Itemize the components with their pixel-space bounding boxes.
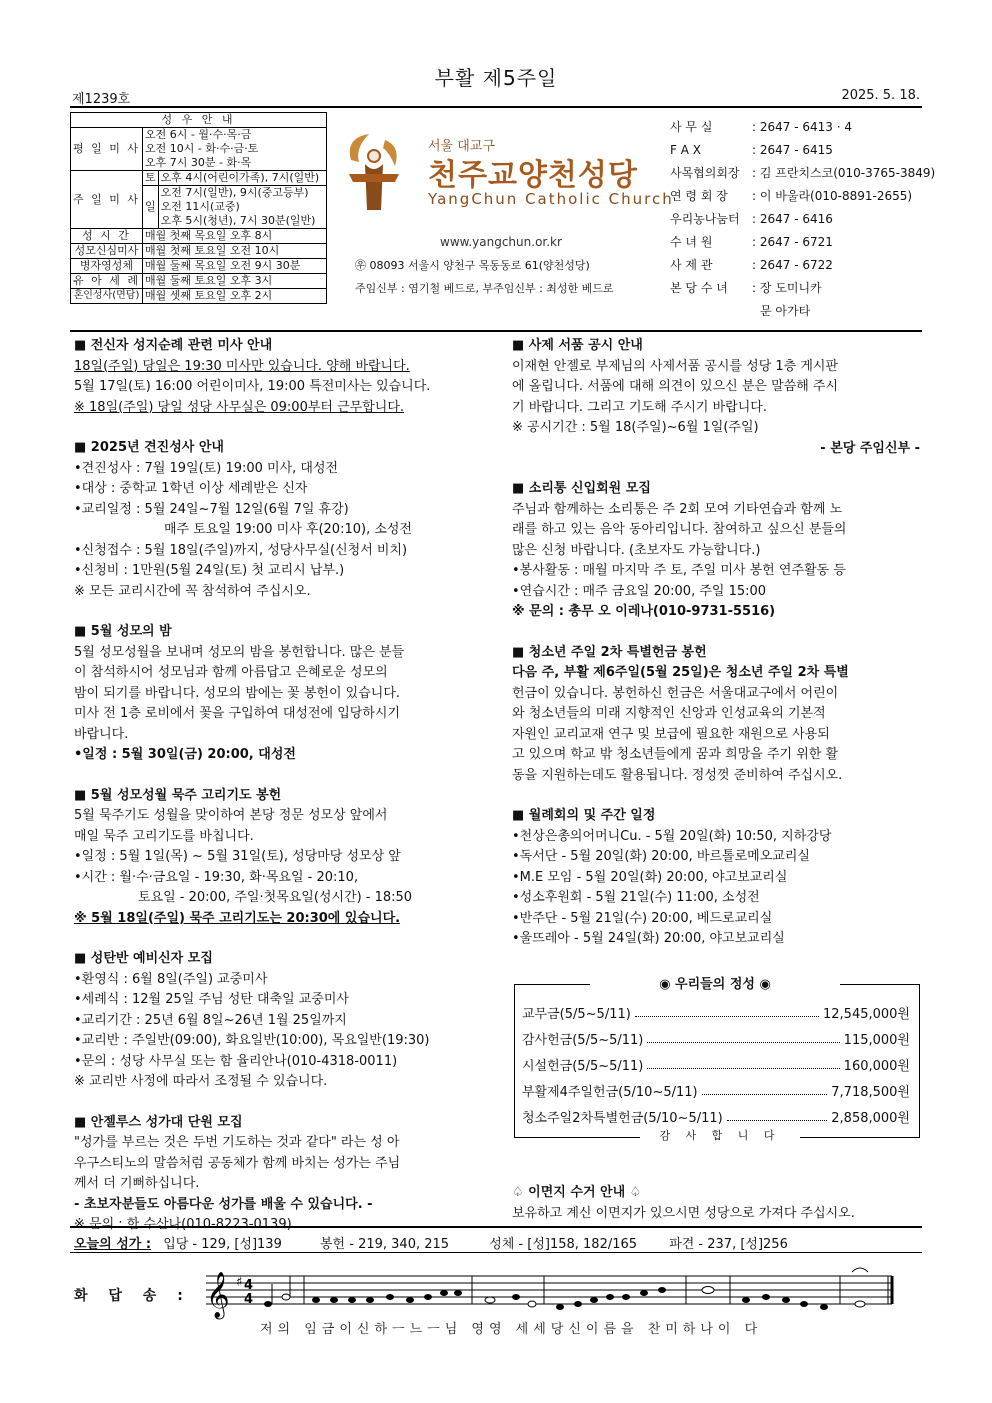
notice-line: 주님과 함께하는 소리통은 주 2회 모여 기타연습과 함께 노: [512, 501, 843, 517]
notice-line: 자원인 교리교재 연구 및 보급에 필요한 재원으로 사용되: [512, 726, 830, 742]
offering-row: [522, 1003, 910, 1022]
hymn-offertory: 봉헌 - 219, 340, 215: [320, 1237, 450, 1252]
infant-baptism-time: 매월 둘째 토요일 오후 3시: [143, 274, 327, 289]
offering-label: 부활제4주일헌금(5/10~5/11): [522, 1085, 698, 1100]
notice-title: ■ 5월 성모의 밤: [74, 624, 172, 639]
notice-title: ■ 성탄반 예비신자 모집: [74, 951, 213, 966]
diocese-label: 서울 대교구: [428, 139, 495, 154]
notice-line: 매주 토요일 19:00 미사 후(20:10), 소성전: [164, 522, 413, 537]
contact-row: [670, 139, 935, 162]
offering-amount: 160,000원: [843, 1059, 910, 1074]
weekday-mass-label: 평 일 미 사: [71, 128, 143, 171]
sick-communion-time: 매월 둘째 목요일 오전 9시 30분: [143, 259, 327, 274]
sunday-line: 오후 5시(청년), 7시 30분(일반): [160, 214, 316, 227]
mass-schedule-table: [70, 112, 327, 304]
marriage-time: 매월 셋째 토요일 오후 2시: [143, 289, 327, 304]
contact-value: : 2647 - 6413 · 4: [752, 120, 852, 134]
notice-line: 바랍니다.: [74, 726, 129, 742]
notice-line: •M.E 모임 - 5월 20일(화) 20:00, 야고보교리실: [512, 869, 788, 885]
infant-baptism-label: 유 아 세 례: [71, 274, 143, 289]
sunday-line: 오전 7시(일반), 9시(중고등부): [160, 186, 309, 199]
church-english-name: YangChun Catholic Church: [428, 190, 674, 208]
recycle-text: 보유하고 계신 이면지가 있으시면 성당으로 가져다 주십시오.: [512, 1205, 855, 1221]
issue-number: 제1239호: [72, 92, 131, 107]
sunday-line: 오전 11시(교중): [160, 200, 240, 213]
notice-line: "성가를 부르는 것은 두번 기도하는 것과 같다" 라는 성 아: [74, 1135, 400, 1150]
notice-title: ■ 월례회의 및 주간 일정: [512, 808, 656, 823]
notice-line: •교리일정 : 5월 24일~7월 12일(6월 7일 휴강): [74, 501, 349, 517]
notice-line: 밤이 되기를 바랍니다. 성모의 밤에는 꽃 봉헌이 있습니다.: [74, 685, 401, 701]
contact-value: 문 아가타: [760, 304, 811, 318]
contact-row: [670, 162, 935, 185]
notice-line: •세례식 : 12월 25일 주님 성탄 대축일 교중미사: [74, 992, 349, 1007]
leader-dots: [635, 1003, 819, 1017]
notice-line: •신청비 : 1만원(5월 24일(토) 첫 교리시 납부.): [74, 563, 345, 578]
notice-line: 께서 더 기뻐하십니다.: [74, 1176, 200, 1191]
notice-line: •신청접수 : 5월 18일(주일)까지, 성당사무실(신청서 비치): [74, 542, 408, 558]
notice-line: ※ 18일(주일) 당일 성당 사무실은 09:00부터 근무합니다.: [74, 399, 405, 415]
contact-label: 본 당 수 녀: [670, 281, 728, 295]
leader-dots: [702, 1081, 828, 1095]
notice-line: •환영식 : 6월 8일(주일) 교중미사: [74, 971, 268, 987]
contact-label: 사 제 관: [670, 258, 713, 272]
notice-line: 고 있으며 학교 밖 청소년들에게 꿈과 희망을 주기 위한 활: [512, 747, 839, 762]
response-lyrics: 저의 임금이신하ㅡ느ㅡ님 영영 세세당신이름을 찬미하나이 다: [260, 1322, 763, 1337]
contact-label: 사목협의회장: [670, 166, 740, 180]
contact-value: : 2647 - 6416: [752, 212, 833, 226]
notice-line: •연습시간 : 매주 금요일 20:00, 주일 15:00: [512, 583, 767, 599]
offering-amount: 115,000원: [843, 1033, 910, 1048]
hymn-entrance: 입당 - 129, [성]139: [163, 1237, 282, 1252]
hymn-rule-bottom: [70, 1252, 922, 1253]
hymn-communion: 성체 - [성]158, 182/165: [489, 1237, 638, 1252]
notice-line: ※ 문의 : 총무 오 이레나(010-9731-5516): [512, 604, 776, 619]
hymns-label: 오늘의 성가 :: [74, 1237, 152, 1252]
notice-line: 다음 주, 부활 제6주일(5월 25일)은 청소년 주일 2차 특별: [512, 665, 849, 680]
sunday-mass-times: [158, 186, 326, 229]
contact-label: 연 령 회 장: [670, 189, 728, 203]
offering-amount: 2,858,000원: [831, 1111, 910, 1126]
sunday-key: 일: [143, 186, 159, 229]
leader-dots: [727, 1107, 828, 1121]
weekday-line: 오전 6시 - 월·수·목·금: [145, 128, 252, 141]
notice-line: 토요일 - 20:00, 주일·첫목요일(성시간) - 18:50: [138, 890, 413, 905]
notice-line: 이재현 안젤로 부제님의 사제서품 공시를 성당 1층 게시판: [512, 358, 839, 374]
hymn-rule-top: [70, 1226, 922, 1228]
notice-line: 와 청소년들의 미래 지향적인 신앙과 인성교육의 기본적: [512, 706, 826, 721]
right-column: [512, 336, 920, 950]
contact-value: : 김 프란치스코(010-3765-3849): [752, 166, 936, 180]
notice-line: 이 참석하시어 성모님과 함께 아름답고 은혜로운 성모의: [74, 665, 388, 680]
recycle-notice: [512, 1183, 920, 1224]
header-rule: [70, 106, 922, 108]
notice-line: •견진성사 : 7월 19일(토) 19:00 미사, 대성전: [74, 460, 339, 476]
notice-line: 에 올립니다. 서품에 대해 의견이 있으신 분은 말씀해 주시: [512, 379, 839, 394]
priests-line: 주임신부 : 염기철 베드로, 부주임신부 : 최성한 베드로: [355, 282, 614, 295]
offering-amount: 7,718,500원: [831, 1085, 910, 1100]
issue-date: 2025. 5. 18.: [841, 88, 920, 103]
offerings-title: ◉ 우리들의 정성 ◉: [590, 973, 840, 992]
notice-line: 미사 전 1층 로비에서 꽃을 구입하여 대성전에 입당하시기: [74, 706, 401, 721]
weekday-line: 오전 10시 - 화·수·금·토: [145, 142, 259, 155]
saturday-line: 오후 4시(어린이가족), 7시(일반): [158, 171, 326, 186]
contact-value: : 2647 - 6415: [752, 143, 833, 157]
offering-label: 감사헌금(5/5~5/11): [522, 1033, 644, 1048]
weekday-mass-times: [143, 128, 327, 171]
notice-line: 우구스티노의 말씀처럼 공동체가 함께 바치는 성가는 주님: [74, 1155, 401, 1171]
church-name: 천주교양천성당: [428, 158, 638, 193]
notice-line: 5월 묵주기도 성월을 맞이하여 본당 정문 성모상 앞에서: [74, 808, 388, 823]
notice-line: ※ 5월 18일(주일) 묵주 고리기도는 20:30에 있습니다.: [74, 910, 401, 926]
notice-line: •천상은총의어머니Cu. - 5월 20일(화) 10:50, 지하강당: [512, 828, 832, 844]
notice-title: ■ 안젤루스 성가대 단원 모집: [74, 1114, 243, 1130]
notice-line: 래를 하고 있는 음악 동아리입니다. 참여하고 싶으신 분들의: [512, 522, 847, 537]
offering-label: 청소주일2차특별헌금(5/10~5/11): [522, 1111, 723, 1126]
contact-value: : 장 도미니카: [752, 281, 822, 295]
contact-row: [670, 300, 935, 323]
marian-mass-time: 매월 첫째 토요일 오전 10시: [143, 244, 327, 259]
offering-label: 시설헌금(5/5~5/11): [522, 1059, 644, 1074]
hymn-recessional: 파견 - 237, [성]256: [669, 1237, 788, 1252]
contact-row: [670, 185, 935, 208]
notice-line: 기 바랍니다. 그리고 기도해 주시기 바랍니다.: [512, 399, 767, 415]
hymns-line: [74, 1233, 788, 1252]
leader-dots: [647, 1055, 839, 1069]
contact-label: 우리농나눔터: [670, 212, 740, 226]
notice-line: •일정 : 5월 30일(금) 20:00, 대성전: [74, 747, 296, 762]
contact-label: 사 무 실: [670, 120, 713, 134]
contact-row: [670, 231, 935, 254]
website-url[interactable]: www.yangchun.or.kr: [440, 235, 562, 249]
notice-title: ■ 청소년 주일 2차 특별헌금 봉헌: [512, 644, 707, 660]
marriage-label: 혼인성사(면담): [71, 289, 143, 304]
notice-line: 5월 성모성월을 보내며 성모의 밤을 봉헌합니다. 많은 분들: [74, 644, 405, 660]
notice-line: 많은 신청 바랍니다. (초보자도 가능합니다.): [512, 542, 761, 558]
notice-line: •반주단 - 5월 21일(수) 20:00, 베드로교리실: [512, 910, 773, 926]
church-address: ㉾ 08093 서울시 양천구 목동동로 61(양천성당): [355, 259, 590, 272]
recycle-title: ♤ 이면지 수거 안내 ♤: [512, 1185, 642, 1200]
notice-line: 동을 지원하는데도 활용됩니다. 정성껏 준비하여 주십시오.: [512, 767, 843, 783]
offering-row: [522, 1029, 910, 1048]
thanks-label: 감 사 합 니 다: [640, 1127, 800, 1143]
notice-title: ■ 5월 성모성월 묵주 고리기도 봉헌: [74, 787, 282, 803]
sick-communion-label: 병자영성체: [71, 259, 143, 274]
notice-line: •봉사활동 : 매월 마지막 주 토, 주일 미사 봉헌 연주활동 등: [512, 563, 846, 578]
response-label: 화 답 송 :: [74, 1288, 191, 1304]
contact-row: [670, 208, 935, 231]
marian-mass-label: 성모신심미사: [71, 244, 143, 259]
notice-line: •울뜨레아 - 5월 24일(화) 20:00, 야고보교리실: [512, 931, 785, 946]
offering-amount: 12,545,000원: [823, 1007, 910, 1022]
svg-text:𝄞: 𝄞: [206, 1272, 230, 1318]
notice-line: ※ 모든 교리시간에 꼭 참석하여 주십시오.: [74, 583, 311, 599]
contact-value: : 이 바울라(010-8891-2655): [752, 189, 913, 203]
contact-value: : 2647 - 6721: [752, 235, 833, 249]
notice-line: ※ 문의 : 한 수산나(010-8223-0139): [74, 1217, 292, 1232]
contacts-list: [670, 116, 935, 323]
holy-hour-label: 성 시 간: [71, 229, 143, 244]
notice-title: ■ 소리통 신입회원 모집: [512, 481, 651, 496]
offering-row: [522, 1107, 910, 1126]
contact-row: [670, 277, 935, 300]
notice-line: 5월 17일(토) 16:00 어린이미사, 19:00 특전미사는 있습니다.: [74, 379, 431, 394]
notice-line: •시간 : 월·수·금요일 - 19:30, 화·목요일 - 20:10,: [74, 869, 359, 885]
leader-dots: [647, 1029, 839, 1043]
contact-label: 수 녀 원: [670, 235, 713, 249]
page-title: 부활 제5주일: [434, 66, 558, 90]
svg-text:♯: ♯: [236, 1275, 243, 1290]
notice-line: 18일(주일) 당일은 19:30 미사만 있습니다. 양해 바랍니다.: [74, 358, 410, 374]
music-staff-icon: [200, 1264, 900, 1320]
mass-schedule-heading: 성 우 안 내: [71, 113, 327, 128]
notice-line: •일정 : 5월 1일(목) ~ 5월 31일(토), 성당마당 성모상 앞: [74, 849, 401, 864]
notice-title: ■ 사제 서품 공시 안내: [512, 338, 643, 353]
svg-text:4: 4: [244, 1278, 254, 1293]
contact-value: : 2647 - 6722: [752, 258, 833, 272]
notice-line: ※ 교리반 사정에 따라서 조정될 수 있습니다.: [74, 1074, 328, 1089]
notice-title: ■ 전신자 성지순례 관련 미사 안내: [74, 338, 273, 353]
notice-line: 매일 묵주 고리기도를 바칩니다.: [74, 828, 254, 844]
sunday-mass-label: 주 일 미 사: [71, 171, 143, 229]
notice-signature: - 본당 주임신부 -: [820, 440, 920, 456]
notice-title: ■ 2025년 견진성사 안내: [74, 440, 224, 455]
contact-row: [670, 116, 935, 139]
saturday-key: 토: [143, 171, 159, 186]
notice-line: •독서단 - 5월 20일(화) 20:00, 바르톨로메오교리실: [512, 849, 810, 864]
notice-line: 헌금이 있습니다. 봉헌하신 헌금은 서울대교구에서 어린이: [512, 685, 839, 701]
notice-line: •성소후원회 - 5월 21일(수) 11:00, 소성전: [512, 890, 760, 905]
notice-line: •문의 : 성당 사무실 또는 함 율리안나(010-4318-0011): [74, 1053, 398, 1069]
notice-line: •대상 : 중학교 1학년 이상 세례받은 신자: [74, 481, 308, 496]
notice-line: •교리반 : 주일반(09:00), 화요일반(10:00), 목요일반(19:30): [74, 1033, 430, 1048]
weekday-line: 오후 7시 30분 - 화·목: [145, 156, 252, 169]
offering-row: [522, 1055, 910, 1074]
notice-line: - 초보자분들도 아름다운 성가를 배울 수 있습니다. -: [74, 1196, 373, 1212]
offering-label: 교무금(5/5~5/11): [522, 1007, 631, 1022]
contact-label: F A X: [670, 143, 701, 157]
svg-text:4: 4: [244, 1292, 254, 1307]
section-rule: [70, 330, 922, 332]
left-column: [74, 336, 484, 1236]
contact-row: [670, 254, 935, 277]
notice-line: •교리기간 : 25년 6월 8일~26년 1월 25일까지: [74, 1012, 347, 1028]
offering-row: [522, 1081, 910, 1100]
church-logo-icon: [345, 130, 403, 212]
notice-line: ※ 공시기간 : 5월 18(주일)~6월 1일(주일): [512, 420, 759, 435]
holy-hour-time: 매월 첫째 목요일 오후 8시: [143, 229, 327, 244]
